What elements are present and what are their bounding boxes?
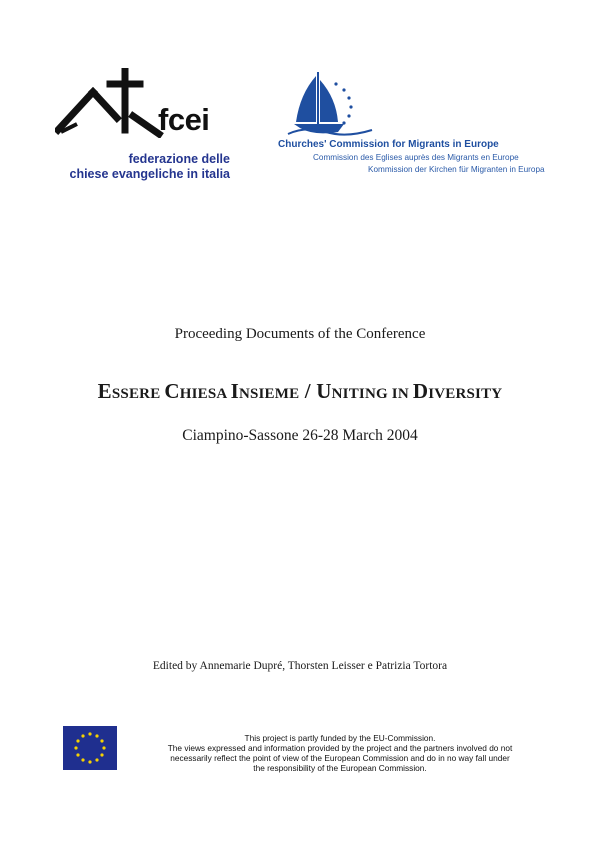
- title-cap-i: I: [230, 379, 239, 403]
- ccme-logo: [276, 70, 551, 180]
- title-cap-d: D: [412, 379, 429, 403]
- title-separator: /: [299, 379, 317, 403]
- fcei-subtitle-line2: chiese evangeliche in italia: [69, 166, 230, 181]
- date-place: Ciampino-Sassone 26-28 March 2004: [182, 427, 418, 444]
- title-rest-5: IVERSITY: [428, 386, 503, 402]
- ccme-title-de: Kommission der Kirchen für Migranten in Europa: [368, 165, 545, 174]
- ccme-title-en: Churches' Commission for Migrants in Europe: [278, 139, 499, 150]
- title-rest-1: SSERE: [111, 386, 165, 402]
- title-cap-c: C: [164, 379, 180, 403]
- house-cross-icon: [55, 68, 165, 138]
- disclaimer-line2: The views expressed and information provided by the project and the partners involved do not: [167, 743, 513, 753]
- title-rest-4: NITING IN: [331, 386, 413, 402]
- title-cap-e: E: [97, 379, 112, 403]
- title-rest-2: HIESA: [179, 386, 231, 402]
- disclaimer-line1: This project is partly funded by the EU-Commission.: [244, 733, 436, 743]
- fcei-wordmark: fcei: [158, 102, 210, 137]
- eu-flag-icon: [63, 726, 117, 770]
- editors-line: Edited by Annemarie Dupré, Thorsten Leisser e Patrizia Tortora: [152, 660, 448, 672]
- title-cap-u: U: [316, 379, 332, 403]
- ccme-title-fr: Commission des Eglises auprès des Migrants en Europe: [313, 153, 519, 162]
- funding-disclaimer: [140, 733, 540, 773]
- title-rest-3: NSIEME: [238, 386, 300, 402]
- fcei-subtitle-line1: federazione delle: [128, 152, 230, 166]
- disclaimer-line4: the responsibility of the European Commission.: [253, 763, 427, 773]
- document-title: [0, 379, 600, 404]
- disclaimer-line3: necessarily reflect the point of view of the European Commission and do in no way fall under: [170, 753, 510, 763]
- document-subtitle: Proceeding Documents of the Conference: [174, 326, 426, 342]
- ship-stars-icon: [286, 70, 376, 138]
- fcei-logo: [55, 68, 240, 188]
- fcei-subtitle: [70, 152, 231, 181]
